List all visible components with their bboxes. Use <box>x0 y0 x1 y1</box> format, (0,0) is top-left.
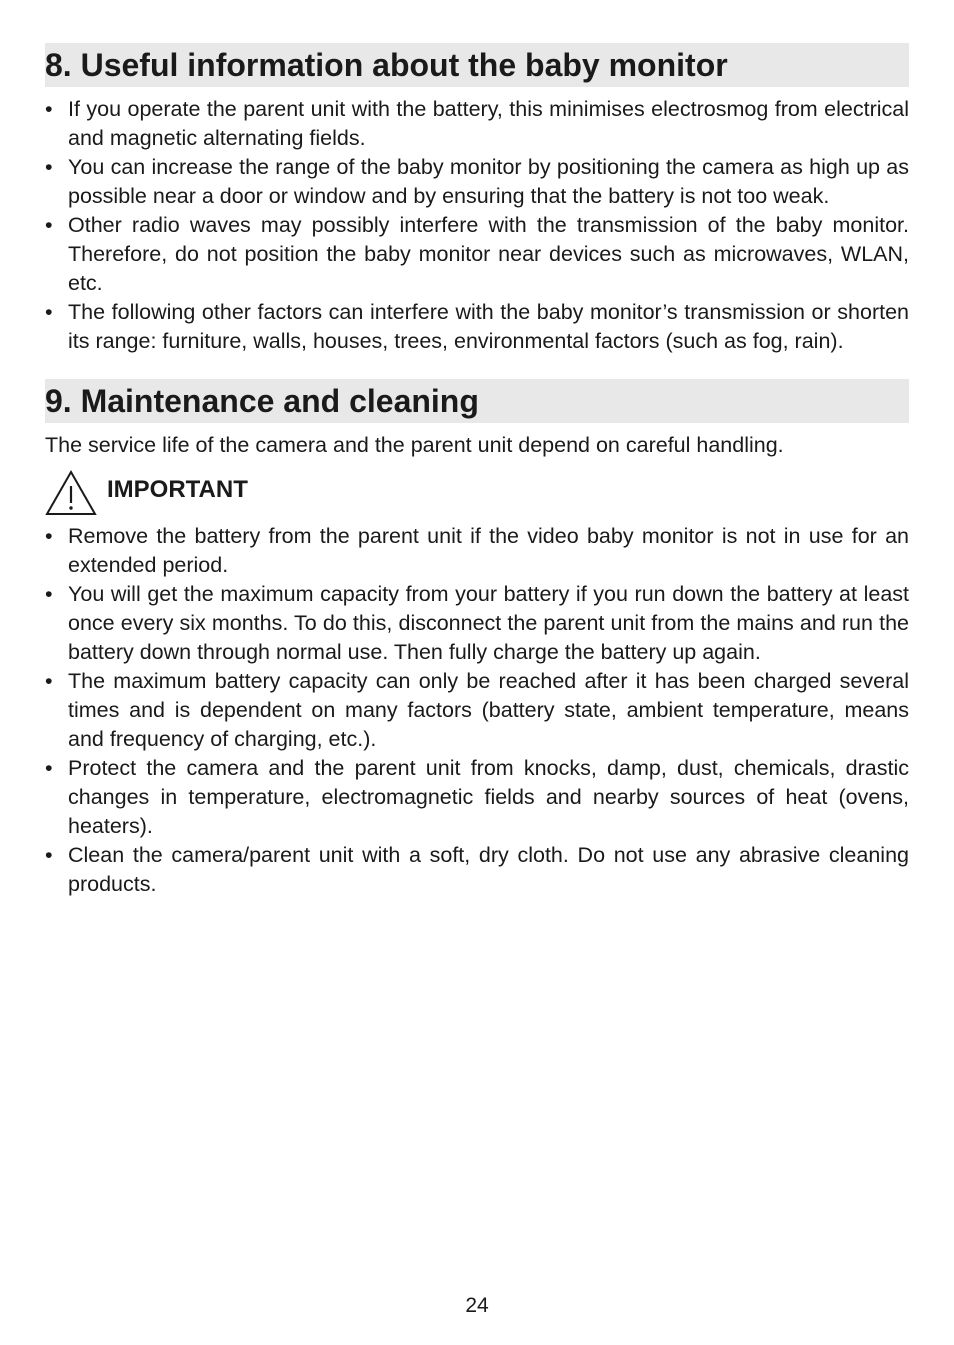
page-number: 24 <box>465 1294 489 1317</box>
section-9-bullet-list <box>45 522 909 899</box>
document-page <box>45 43 909 899</box>
warning-triangle-icon <box>45 469 97 517</box>
list-item: • The following other factors can interfere with the baby monitor’s transmission or shorten its range: furniture, walls, houses, trees, environmental factors (such as fog, rain). <box>45 298 909 356</box>
list-item: • You can increase the range of the baby monitor by positioning the camera as high up as possible near a door or window and by ensuring that the battery is not too weak. <box>45 153 909 211</box>
list-item: • Protect the camera and the parent unit from knocks, damp, dust, chemicals, drastic changes in temperature, electromagnetic fields and nearby sources of heat (ovens, heaters). <box>45 754 909 841</box>
important-notice <box>45 468 909 518</box>
section-9-heading: 9. Maintenance and cleaning <box>45 379 909 423</box>
list-item: • Other radio waves may possibly interfere with the transmission of the baby monitor. Therefore, do not position the baby monitor near devices such as microwaves, WLAN, etc. <box>45 211 909 298</box>
list-item: • You will get the maximum capacity from your battery if you run down the battery at least once every six months. To do this, disconnect the parent unit from the mains and run the battery down through normal use. Then fully charge the battery up again. <box>45 580 909 667</box>
list-item: • The maximum battery capacity can only be reached after it has been charged several times and is dependent on many factors (battery state, ambient temperature, means and frequency of charging, etc.). <box>45 667 909 754</box>
section-8-bullet-list <box>45 95 909 356</box>
section-8-heading: 8. Useful information about the baby monitor <box>45 43 909 87</box>
list-item: • Remove the battery from the parent unit if the video baby monitor is not in use for an extended period. <box>45 522 909 580</box>
list-item: • Clean the camera/parent unit with a soft, dry cloth. Do not use any abrasive cleaning products. <box>45 841 909 899</box>
list-item: • If you operate the parent unit with the battery, this minimises electrosmog from electrical and magnetic alternating fields. <box>45 95 909 153</box>
important-label: IMPORTANT <box>107 476 248 503</box>
section-9-intro: The service life of the camera and the parent unit depend on careful handling. <box>45 433 784 457</box>
